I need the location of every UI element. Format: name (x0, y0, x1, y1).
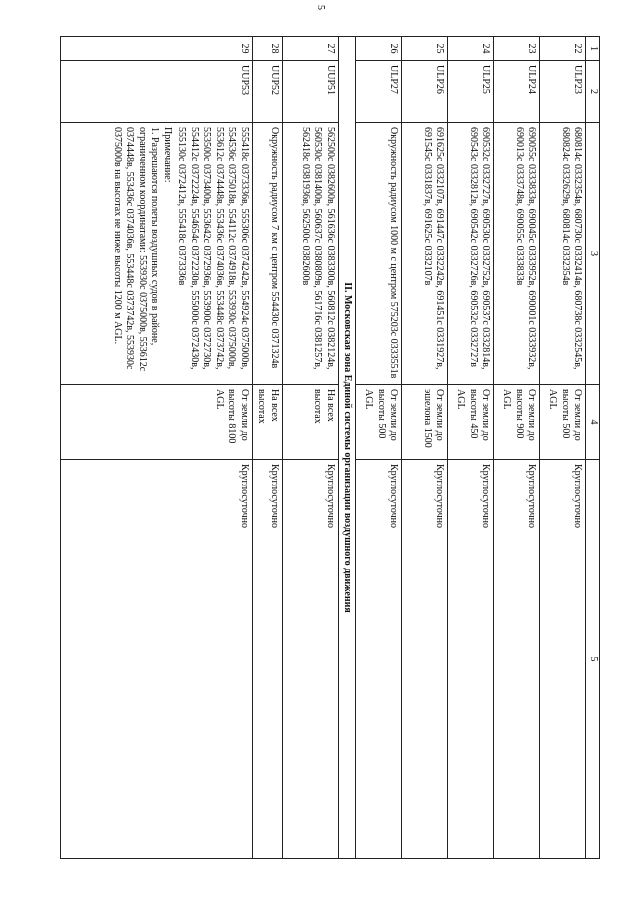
zone-coordinates: 555418с 0373336в, 555306с 0374242в, 554924с 0375000в, 554536с 0375018в, 554112с 0374918в, 553930с 0375000в, 553612с 0374448в, 553436с 0374036в, 553448с 0373742в, 553500с 0373400в, 553642с 0372936в, 553900с 0372730в, 554412с 0372224в, 554654с 0372230в, 555000с 0372430в, 555130с 0372412в, 555418с 0373336в (176, 127, 250, 370)
column-number: 4 (586, 385, 600, 460)
table-row (540, 37, 586, 859)
zone-code: UUP52 (253, 61, 283, 123)
table-row (448, 37, 494, 859)
zone-coordinates: 690055с 0333833в, 690045с 0333952в, 690001с 0333932в, 690013с 0333748в, 690055с 0333833в (494, 123, 540, 385)
zone-coordinates: Окружность радиусом 1000 м с центром 575203с 0333551в (356, 123, 402, 385)
column-number: 2 (586, 61, 600, 123)
altitude-limits: От земли до высоты 900 AGL (494, 385, 540, 460)
altitude-limits: От земли до высоты 450 AGL (448, 385, 494, 460)
altitude-limits: От земли до высоты 500 AGL (540, 385, 586, 460)
zone-coordinates: Окружность радиусом 7 км с центром 554430с 0371324в (253, 123, 283, 385)
row-number: 27 (283, 37, 339, 61)
zone-code: ULP27 (356, 61, 402, 123)
row-number: 25 (402, 37, 448, 61)
operating-time: Круглосуточно (494, 460, 540, 859)
row-number: 26 (356, 37, 402, 61)
section-row (339, 37, 357, 859)
note-text: 1. Разрешаются полеты воздушных судов в районе, ограниченном координатами: 553930с 0375000в, 553612с 0374448в, 553436с 0374036в, 553448с 0373742в, 553930с 0375000в на высотах не ниже высоты 1200 м AGL. (112, 127, 161, 372)
table-row (253, 37, 283, 859)
row-number: 28 (253, 37, 283, 61)
table-row (61, 37, 253, 859)
operating-time: Круглосуточно (61, 460, 253, 859)
zone-coordinates: 690532с 0332727в, 690530с 0332752в, 690537с 0332814в, 690543с 0332812в, 690542с 0332726в, 690532с 0332727в (448, 123, 494, 385)
zone-coordinates: 680814с 0332354в, 680730с 0332414в, 680738с 0332545в, 680824с 0332629в, 680814с 0332354в (540, 123, 586, 385)
row-number: 29 (61, 37, 253, 61)
rotated-page-content (60, 36, 600, 859)
table-row (494, 37, 540, 859)
altitude-limits: От земли до высоты 8100 AGL (61, 385, 253, 460)
operating-time: Круглосуточно (402, 460, 448, 859)
operating-time: Круглосуточно (253, 460, 283, 859)
altitude-limits: От земли до эшелона 1500 (402, 385, 448, 460)
column-number-row (586, 37, 600, 859)
altitude-limits: От земли до высоты 500 AGL (356, 385, 402, 460)
row-number: 24 (448, 37, 494, 61)
zone-code: ULP26 (402, 61, 448, 123)
table-row (356, 37, 402, 859)
page-number: 5 (314, 5, 326, 10)
column-number: 1 (586, 37, 600, 61)
operating-time: Круглосуточно (540, 460, 586, 859)
zone-code: UUP53 (61, 61, 253, 123)
zone-coordinates-cell (61, 123, 253, 385)
note-label: Примечание: (162, 127, 173, 183)
altitude-limits: На всех высотах (283, 385, 339, 460)
row-number: 22 (540, 37, 586, 61)
table-row (283, 37, 339, 859)
row-number: 23 (494, 37, 540, 61)
zone-code: ULP23 (540, 61, 586, 123)
column-number: 5 (586, 460, 600, 859)
section-title: II. Московская зона Единой системы организации воздушного движения (339, 37, 357, 859)
table-row (402, 37, 448, 859)
restricted-zones-table (60, 36, 600, 859)
zone-coordinates: 691625с 0332107в, 691447с 0332242в, 691451с 0331927в, 691545с 0331837в, 691625с 0332107в (402, 123, 448, 385)
note-block (111, 127, 174, 380)
operating-time: Круглосуточно (448, 460, 494, 859)
column-number: 3 (586, 123, 600, 385)
zone-coordinates: 562500с 0382600в, 561636с 0383300в, 560812с 0382124в, 560530с 0381400в, 560637с 0380809в, 561716с 0381257в, 562418с 0381936в, 562500с 0382600в (283, 123, 339, 385)
operating-time: Круглосуточно (356, 460, 402, 859)
altitude-limits: На всех высотах (253, 385, 283, 460)
zone-code: ULP24 (494, 61, 540, 123)
operating-time: Круглосуточно (283, 460, 339, 859)
zone-code: ULP25 (448, 61, 494, 123)
zone-code: UUP51 (283, 61, 339, 123)
